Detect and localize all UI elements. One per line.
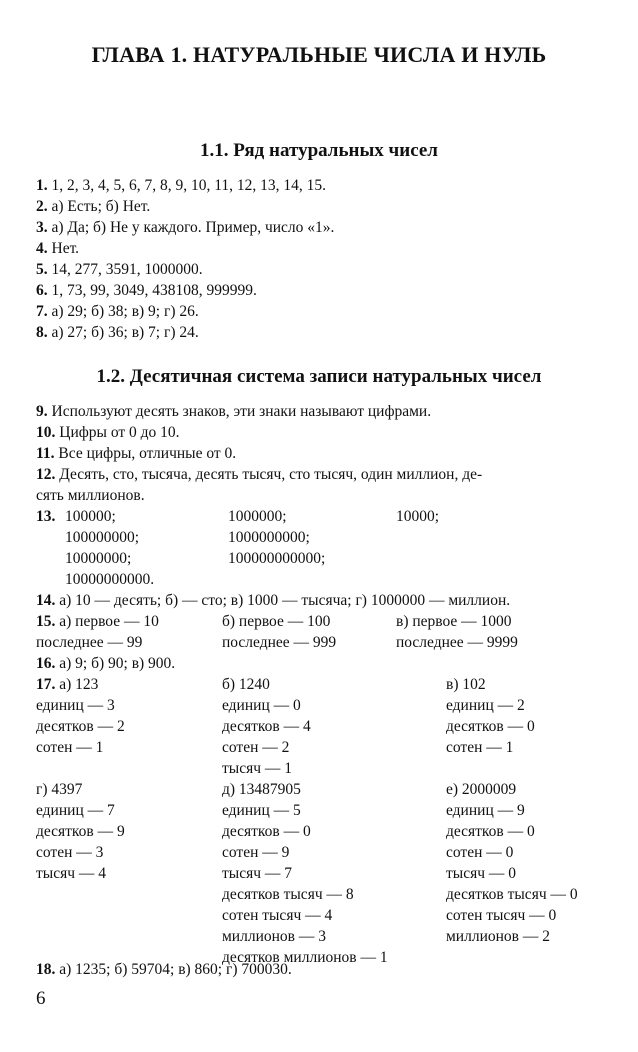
answer-17-d-line: десятков миллионов — 1 xyxy=(222,949,388,966)
chapter-title: ГЛАВА 1. НАТУРАЛЬНЫЕ ЧИСЛА И НУЛЬ xyxy=(91,42,547,67)
answer-4: 4. Нет. xyxy=(36,240,80,257)
answer-13-label: 13. xyxy=(36,508,56,525)
answer-13-value: 1000000000; xyxy=(228,529,310,546)
answer-13-value: 10000000000. xyxy=(65,571,155,588)
answer-17-d-line: д) 13487905 xyxy=(222,781,301,798)
answer-6: 6. 1, 73, 99, 3049, 438108, 999999. xyxy=(36,282,257,299)
answer-17-a-line: единиц — 3 xyxy=(36,697,115,714)
answer-13-value: 1000000; xyxy=(228,508,287,525)
answer-17-e-line: единиц — 9 xyxy=(446,802,525,819)
answer-17-v-line: сотен — 1 xyxy=(446,739,514,756)
answer-17-b-line: единиц — 0 xyxy=(222,697,301,714)
answer-9: 9. Используют десять знаков, эти знаки называют цифрами. xyxy=(36,403,432,420)
answer-17-a: 17. а) 123 xyxy=(36,676,99,693)
answer-15-v: в) первое — 1000 xyxy=(396,613,512,630)
answer-17-g-line: тысяч — 4 xyxy=(36,865,106,882)
answer-17-d-line: миллионов — 3 xyxy=(222,928,326,945)
answer-5: 5. 14, 277, 3591, 1000000. xyxy=(36,261,203,278)
answer-17-e-line: миллионов — 2 xyxy=(446,928,550,945)
answer-17-b-line: б) 1240 xyxy=(222,676,270,693)
answer-8: 8. а) 27; б) 36; в) 7; г) 24. xyxy=(36,324,199,341)
answer-17-g-line: единиц — 7 xyxy=(36,802,115,819)
section-title-1-1: 1.1. Ряд натуральных чисел xyxy=(200,140,438,161)
answer-17-b-line: сотен — 2 xyxy=(222,739,290,756)
answer-17-e-line: сотен тысяч — 0 xyxy=(446,907,557,924)
answer-17-e-line: десятков — 0 xyxy=(446,823,535,840)
answer-17-v-line: десятков — 0 xyxy=(446,718,535,735)
answer-17-d-line: единиц — 5 xyxy=(222,802,301,819)
answer-1: 1. 1, 2, 3, 4, 5, 6, 7, 8, 9, 10, 11, 12, 13, 14, 15. xyxy=(36,177,327,194)
answer-17-d-line: тысяч — 7 xyxy=(222,865,292,882)
answer-17-d-line: сотен тысяч — 4 xyxy=(222,907,333,924)
answer-17-d-line: десятков — 0 xyxy=(222,823,311,840)
answer-13-value: 100000000000; xyxy=(228,550,326,567)
answer-13-value: 10000; xyxy=(396,508,440,525)
section-title-1-2: 1.2. Десятичная система записи натуральных чисел xyxy=(96,366,542,387)
answer-17-g-line: сотен — 3 xyxy=(36,844,104,861)
answer-10: 10. Цифры от 0 до 10. xyxy=(36,424,180,441)
answer-12-continued: сять миллионов. xyxy=(36,487,145,504)
answer-15-a: 15. а) первое — 10 xyxy=(36,613,159,630)
answer-17-e-line: тысяч — 0 xyxy=(446,865,516,882)
answer-17-g-line: г) 4397 xyxy=(36,781,83,798)
answer-17-d-line: десятков тысяч — 8 xyxy=(222,886,354,903)
answer-16: 16. а) 9; б) 90; в) 900. xyxy=(36,655,176,672)
answer-12: 12. Десять, сто, тысяча, десять тысяч, сто тысяч, один миллион, де- xyxy=(36,466,483,483)
page-number: 6 xyxy=(36,988,46,1009)
answer-18: 18. а) 1235; б) 59704; в) 860; г) 700030. xyxy=(36,961,292,978)
answer-17-v-line: в) 102 xyxy=(446,676,486,693)
answer-17-a-line: сотен — 1 xyxy=(36,739,104,756)
answer-17-e-line: десятков тысяч — 0 xyxy=(446,886,578,903)
answer-15-b-last: последнее — 999 xyxy=(222,634,337,651)
answer-14: 14. а) 10 — десять; б) — сто; в) 1000 — тысяча; г) 1000000 — миллион. xyxy=(36,592,511,609)
answer-17-b-line: тысяч — 1 xyxy=(222,760,292,777)
answer-15-b: б) первое — 100 xyxy=(222,613,331,630)
answer-13-value: 10000000; xyxy=(65,550,132,567)
answer-13-value: 100000; xyxy=(65,508,116,525)
answer-3: 3. а) Да; б) Не у каждого. Пример, число «1». xyxy=(36,219,335,236)
answer-17-d-line: сотен — 9 xyxy=(222,844,290,861)
answer-2: 2. а) Есть; б) Нет. xyxy=(36,198,151,215)
answer-17-e-line: сотен — 0 xyxy=(446,844,514,861)
answer-17-v-line: единиц — 2 xyxy=(446,697,525,714)
answer-7: 7. а) 29; б) 38; в) 9; г) 26. xyxy=(36,303,199,320)
answer-17-g-line: десятков — 9 xyxy=(36,823,125,840)
answer-15-a-last: последнее — 99 xyxy=(36,634,143,651)
answer-17-e-line: е) 2000009 xyxy=(446,781,517,798)
answer-11: 11. Все цифры, отличные от 0. xyxy=(36,445,237,462)
answer-17-a-line: десятков — 2 xyxy=(36,718,125,735)
answer-17-b-line: десятков — 4 xyxy=(222,718,311,735)
answer-15-v-last: последнее — 9999 xyxy=(396,634,518,651)
answer-13-value: 100000000; xyxy=(65,529,140,546)
